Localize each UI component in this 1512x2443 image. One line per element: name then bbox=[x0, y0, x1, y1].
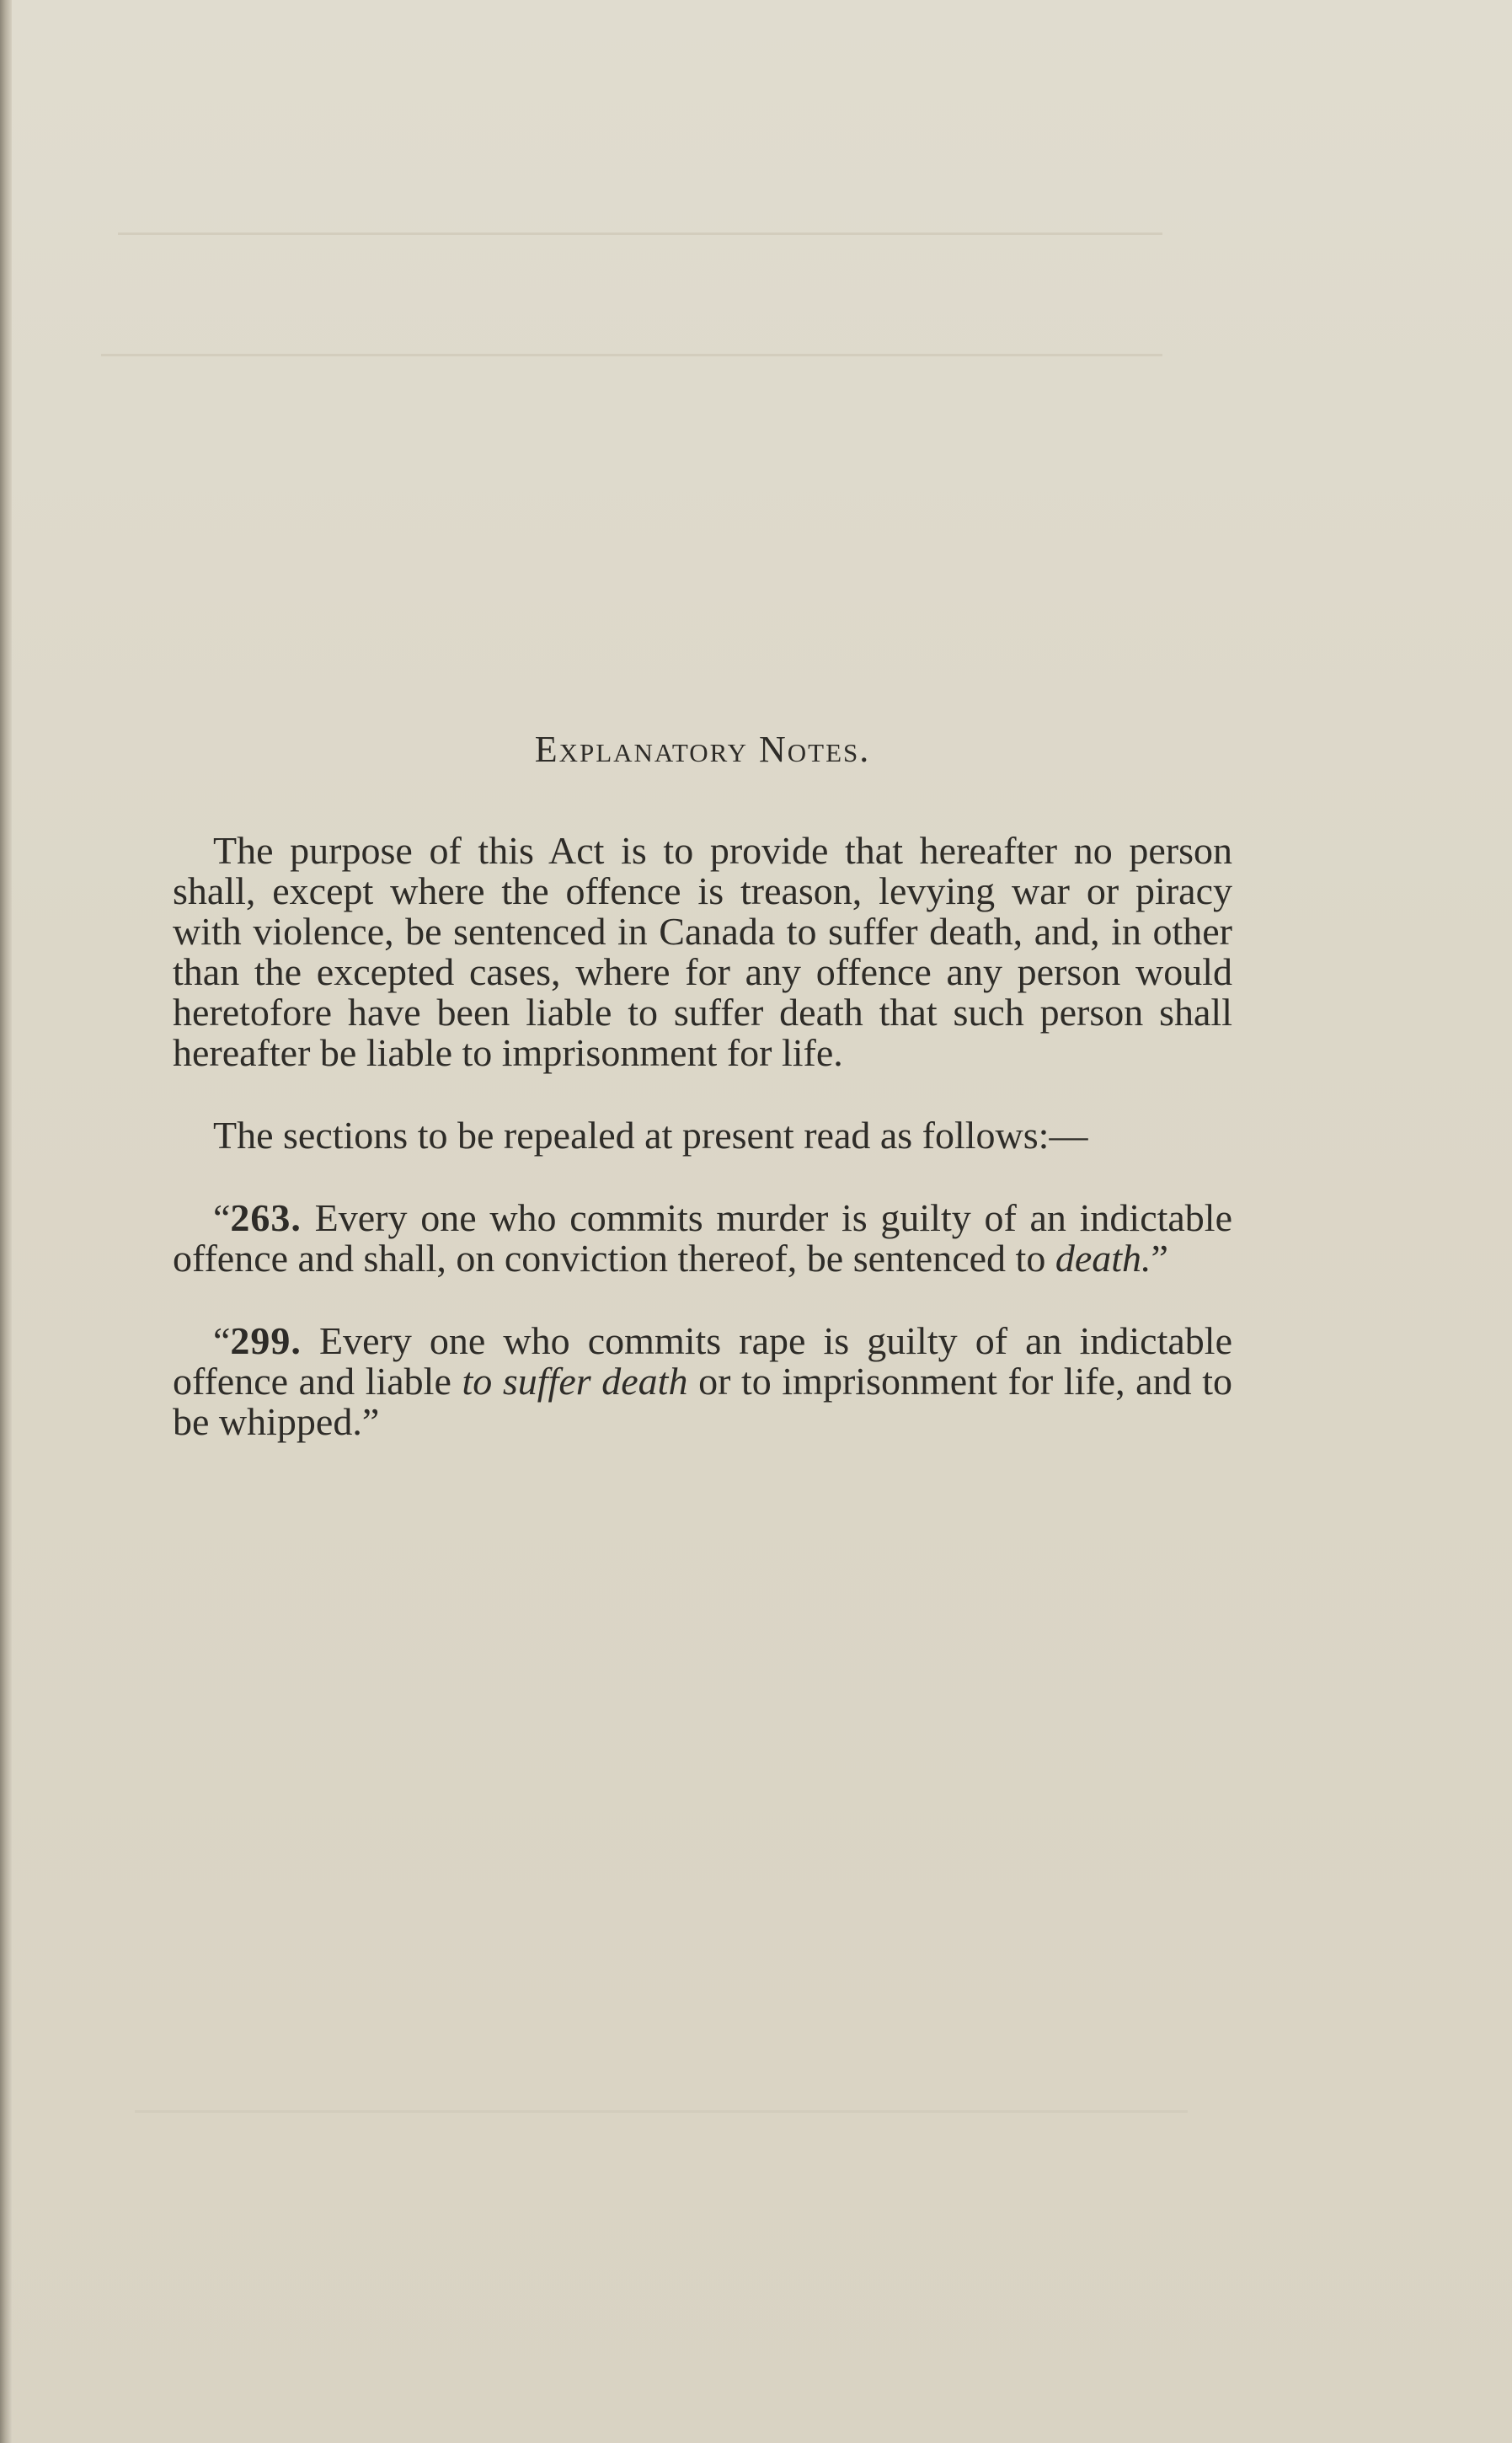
section-text: Every one who commits rape is guilty of an indictable offence and liable bbox=[173, 1319, 1232, 1403]
page-spine-shadow bbox=[0, 0, 12, 2443]
purpose-paragraph: The purpose of this Act is to provide that hereafter no person shall, except where the offence is treason, levying war or piracy with violence, be sentenced in Canada to suffer death, and, in other than the excepted cases, where for any offence any person would heretofore have been liable to suffer death that such person shall hereafter be liable to imprisonment for life. bbox=[173, 829, 1232, 1074]
explanatory-notes bbox=[173, 730, 1232, 1484]
close-quote: ” bbox=[1151, 1237, 1168, 1280]
section-number: 263. bbox=[230, 1196, 302, 1239]
open-quote: “ bbox=[213, 1196, 231, 1239]
bleed-through-line bbox=[0, 278, 1512, 307]
bleed-through-rule bbox=[118, 233, 1162, 235]
section-text-end: or to imprisonment for life, and to be whipped.” bbox=[173, 1360, 1232, 1443]
notes-heading: Explanatory Notes. bbox=[534, 729, 871, 770]
section-263-quote bbox=[173, 1198, 1232, 1279]
repeal-intro-paragraph: The sections to be repealed at present read as follows:— bbox=[213, 1114, 1088, 1157]
section-italic-text: to suffer death bbox=[462, 1360, 688, 1403]
section-italic-text: death. bbox=[1055, 1237, 1151, 1280]
section-text: Every one who commits murder is guilty of an indictable offence and shall, on conviction thereof, be sentenced to bbox=[173, 1196, 1232, 1280]
section-299-quote bbox=[173, 1321, 1232, 1442]
open-quote: “ bbox=[213, 1319, 231, 1362]
bleed-through-rule bbox=[101, 354, 1162, 356]
section-number: 299. bbox=[230, 1319, 302, 1362]
bleed-through-rule bbox=[135, 2110, 1188, 2113]
